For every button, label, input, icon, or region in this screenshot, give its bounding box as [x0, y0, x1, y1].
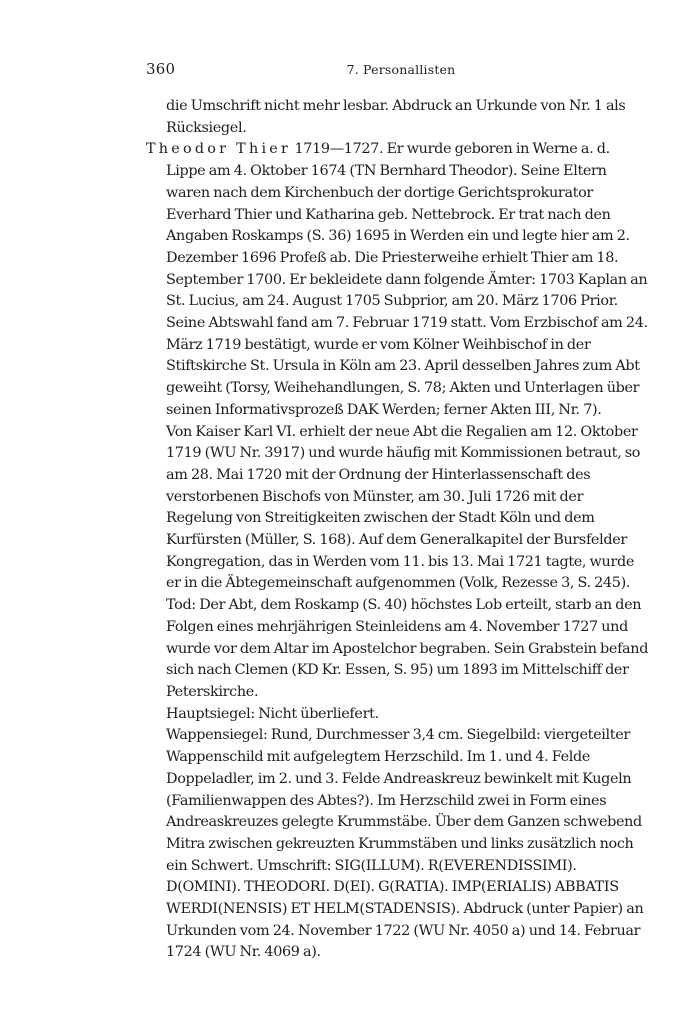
page-header	[146, 60, 656, 82]
page-body	[146, 96, 652, 964]
entry-text: 1719—1727. Er wurde geboren in Werne a. d. Lippe am 4. Oktober 1674 (TN Bernhard Theodor). Seine Eltern waren nach dem Kirchenbuch der dortige Gerichtsprokurator Everhard Thier und Katharina geb. Nettebrock. Er trat nach den Angaben Roskamps (S. 36) 1695 in Werden ein und legte hier am 2. Dezember 1696 Profeß ab. Die Priesterweihe erhielt Thier am 18. September 1700. Er bekleidete dann folgende Ämter: 1703 Kaplan an St. Lucius, am 24. August 1705 Subprior, am 20. März 1706 Prior. Seine Abtswahl fand am 7. Februar 1719 statt. Vom Erzbischof am 24. März 1719 bestätigt, wurde er vom Kölner Weihbischof in der Stiftskirche St. Ursula in Köln am 23. April desselben Jahres zum Abt geweiht (Torsy, Weihehandlungen, S. 78; Akten und Unterlagen über seinen Informativsprozeß DAK Werden; ferner Akten III, Nr. 7).	[166, 141, 648, 418]
paragraph-tod: Tod: Der Abt, dem Roskamp (S. 40) höchstes Lob erteilt, starb an den Folgen eines mehrjährigen Steinleidens am 4. November 1727 und wurde vor dem Altar im Apostelchor begraben. Sein Grabstein befand sich nach Clemen (KD Kr. Essen, S. 95) um 1893 im Mittelschiff der Peterskirche.	[166, 597, 649, 700]
entry-theodor-thier	[146, 139, 652, 421]
running-head: 7. Personallisten	[346, 62, 456, 77]
paragraph-regalien: Von Kaiser Karl VI. erhielt der neue Abt die Regalien am 12. Oktober 1719 (WU Nr. 3917) und wurde häufig mit Kommissionen betraut, so am 28. Mai 1720 mit der Ordnung der Hinterlassenschaft des verstorbenen Bischofs von Münster, am 30. Juli 1726 mit der Regelung von Streitigkeiten zwischen der Stadt Köln und dem Kurfürsten (Müller, S. 168). Auf dem Generalkapitel der Bursfelder Kongregation, das in Werden vom 11. bis 13. Mai 1721 tagte, wurde er in die Äbtegemeinschaft aufgenommen (Volk, Rezesse 3, S. 245).	[166, 423, 641, 592]
paragraph-continuation: die Umschrift nicht mehr lesbar. Abdruck an Urkunde von Nr. 1 als Rücksiegel.	[166, 98, 626, 136]
paragraph-hauptsiegel: Hauptsiegel: Nicht überliefert.	[166, 705, 379, 722]
page-number: 360	[146, 60, 176, 78]
paragraph-wappensiegel: Wappensiegel: Rund, Durchmesser 3,4 cm. Siegelbild: viergeteilter Wappenschild mit aufgelegtem Herzschild. Im 1. und 4. Felde Doppeladler, im 2. und 3. Felde Andreaskreuz bewinkelt mit Kugeln (Familienwappen des Abtes?). Im Herzschild zwei in Form eines Andreaskreuzes gelegte Krummstäbe. Über dem Ganzen schwebend Mitra zwischen gekreuzten Krummstäben und links zusätzlich noch ein Schwert. Umschrift: SIG(ILLUM). R(EVERENDISSIMI). D(OMINI). THEODORI. D(EI). G(RATIA). IMP(ERIALIS) ABBATIS WERDI(NENSIS) ET HELM(STADENSIS). Abdruck (unter Papier) an Urkunden vom 24. November 1722 (WU Nr. 4050 a) und 14. Februar 1724 (WU Nr. 4069 a).	[166, 727, 644, 961]
entry-name: Theodor Thier	[146, 141, 292, 158]
